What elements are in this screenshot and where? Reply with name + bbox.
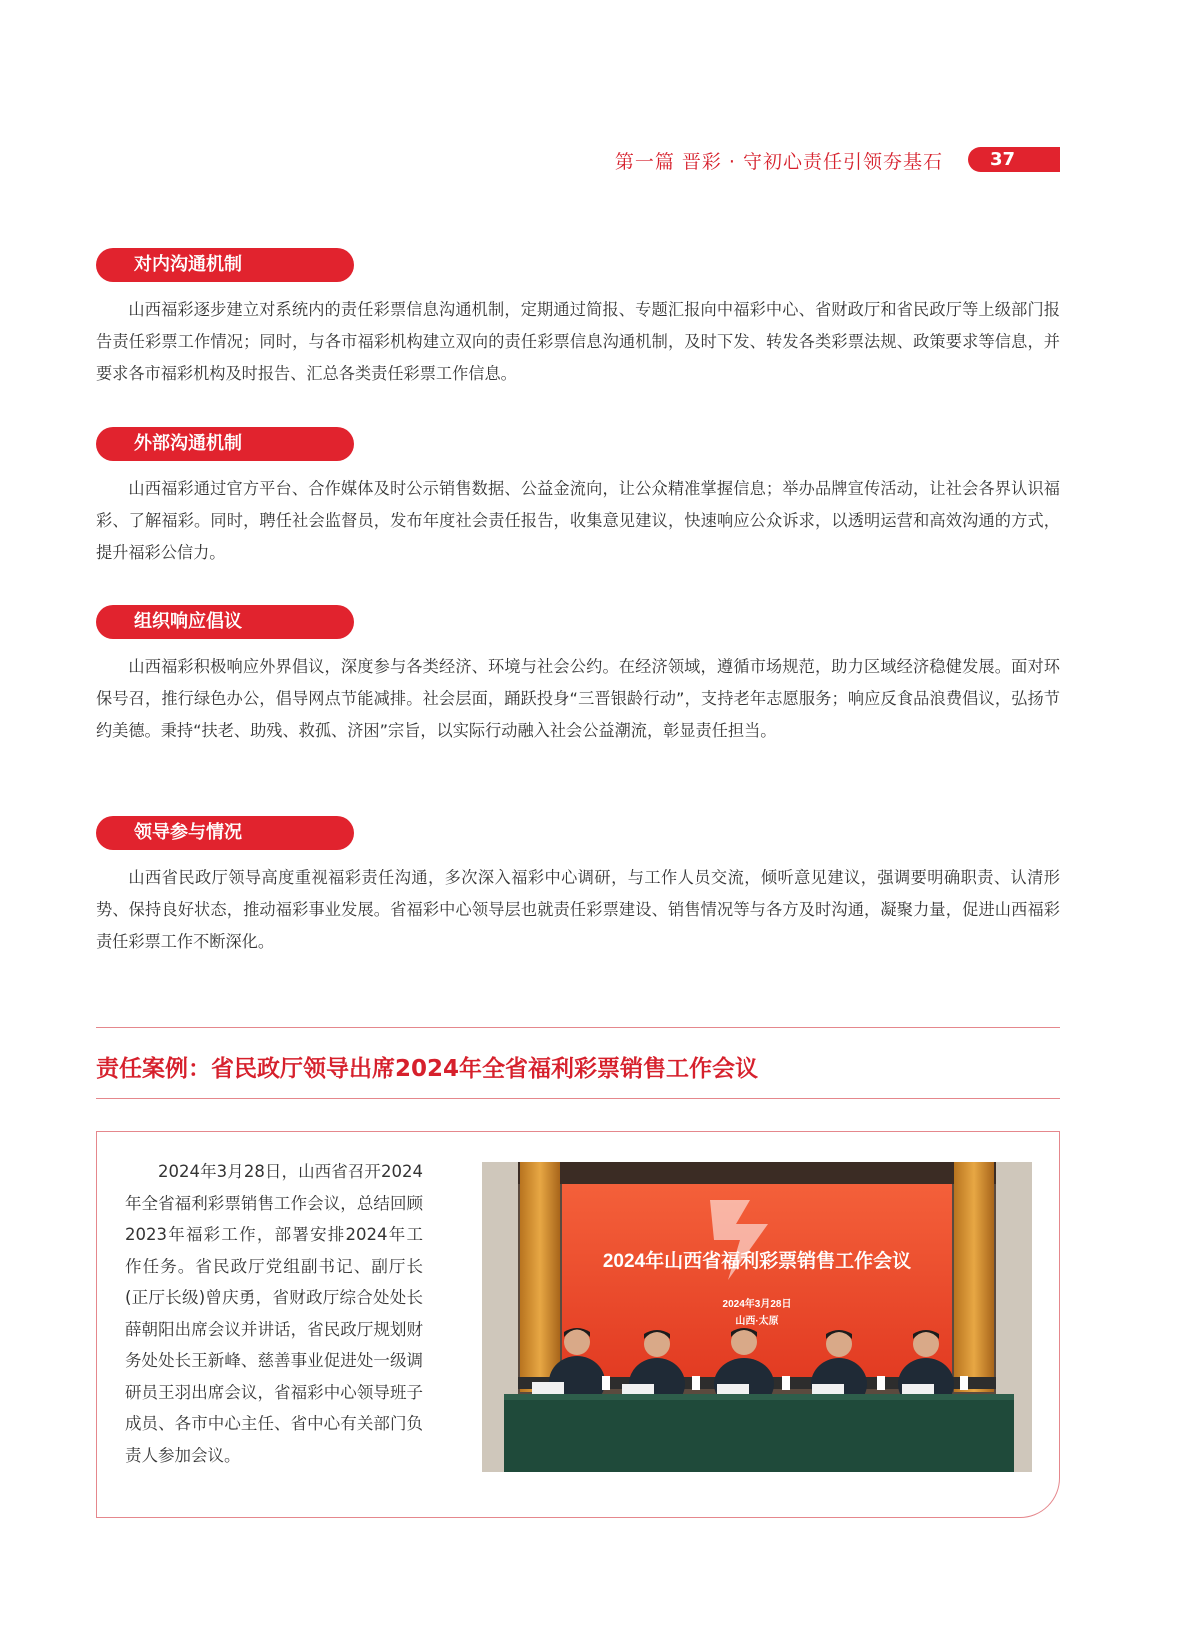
section-heading: 对内沟通机制: [96, 248, 354, 282]
case-title: 责任案例：省民政厅领导出席2024年全省福利彩票销售工作会议: [96, 1056, 759, 1082]
screen-date-text: 2024年3月28日: [722, 1299, 792, 1310]
section-heading: 组织响应倡议: [96, 605, 354, 639]
case-bottom-rule: [96, 1098, 1060, 1099]
section-paragraph: 山西福彩积极响应外界倡议，深度参与各类经济、环境与社会公约。在经济领域，遵循市场规范，助力区域经济稳健发展。面对环保号召，推行绿色办公，倡导网点节能减排。社会层面，踊跃投身“三晋银龄行动”，支持老年志愿服务；响应反食品浪费倡议，弘扬节约美德。秉持“扶老、助残、救孤、济困”宗旨，以实际行动融入社会公益潮流，彰显责任担当。: [96, 657, 1060, 740]
section-paragraph: 山西福彩逐步建立对系统内的责任彩票信息沟通机制，定期通过简报、专题汇报向中福彩中心、省财政厅和省民政厅等上级部门报告责任彩票工作情况；同时，与各市福彩机构建立双向的责任彩票信息沟通机制，及时下发、转发各类彩票法规、政策要求等信息，并要求各市福彩机构及时报告、汇总各类责任彩票工作信息。: [96, 300, 1060, 383]
case-top-rule: [96, 1027, 1060, 1028]
chapter-title: 第一篇 晋彩 · 守初心责任引领夯基石: [614, 151, 943, 173]
meeting-photo: [482, 1162, 1032, 1472]
section-leadership-participation: [96, 816, 1060, 958]
section-external-communication: [96, 427, 1060, 569]
section-paragraph: 山西省民政厅领导高度重视福彩责任沟通，多次深入福彩中心调研，与工作人员交流，倾听意见建议，强调要明确职责、认清形势、保持良好状态，推动福彩事业发展。省福彩中心领导层也就责任彩票建设、销售情况等与各方及时沟通，凝聚力量，促进山西福彩责任彩票工作不断深化。: [96, 868, 1060, 951]
screen-place-text: 山西·太原: [735, 1316, 779, 1327]
page-number: 37: [968, 147, 1060, 172]
screen-title-text: 2024年山西省福利彩票销售工作会议: [602, 1251, 912, 1272]
case-paragraph: 2024年3月28日，山西省召开2024年全省福利彩票销售工作会议，总结回顾2023年福彩工作，部署安排2024年工作任务。省民政厅党组副书记、副厅长(正厅长级)曾庆勇，省财政厅综合处处长薛朝阳出席会议并讲话，省民政厅规划财务处处长王新峰、慈善事业促进处一级调研员王羽出席会议，省福彩中心领导班子成员、各市中心主任、省中心有关部门负责人参加会议。: [125, 1162, 423, 1465]
case-box: [96, 1131, 1060, 1518]
section-heading: 领导参与情况: [96, 816, 354, 850]
section-paragraph: 山西福彩通过官方平台、合作媒体及时公示销售数据、公益金流向，让公众精准掌握信息；举办品牌宣传活动，让社会各界认识福彩、了解福彩。同时，聘任社会监督员，发布年度社会责任报告，收集意见建议，快速响应公众诉求，以透明运营和高效沟通的方式，提升福彩公信力。: [96, 479, 1060, 562]
section-internal-communication: [96, 248, 1060, 390]
section-initiative-response: [96, 605, 1060, 747]
section-heading: 外部沟通机制: [96, 427, 354, 461]
